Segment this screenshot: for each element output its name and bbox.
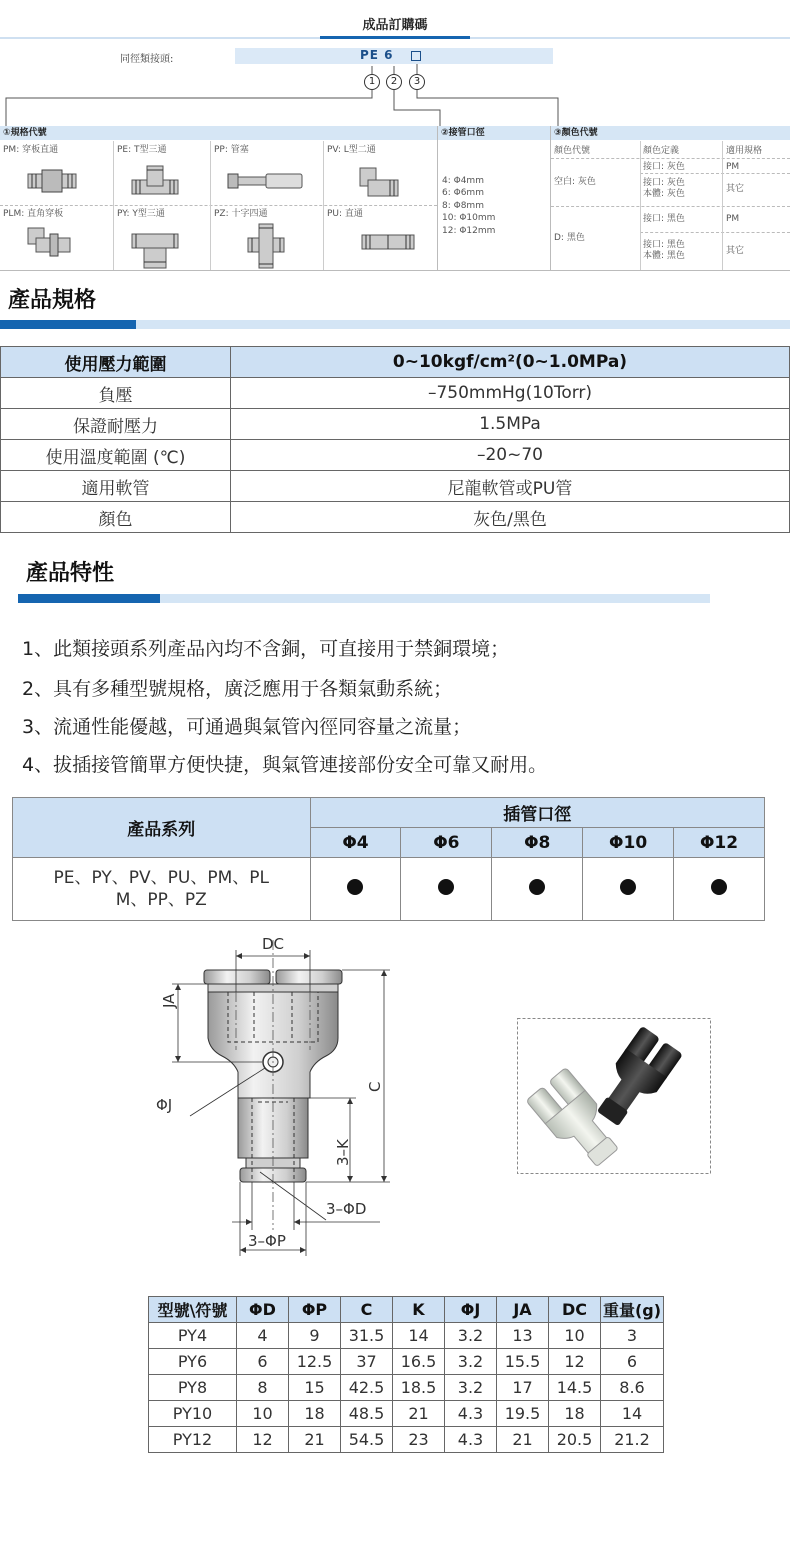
port-size-col: Φ8 [492, 828, 583, 858]
dim-cell: 19.5 [497, 1401, 549, 1427]
dim-header: JA [497, 1297, 549, 1323]
dim-cell: 6 [601, 1349, 664, 1375]
fitting-pv-icon [356, 164, 400, 200]
order-type-col-divider [210, 141, 211, 270]
py-technical-drawing [150, 930, 410, 1260]
spec-value: 尼龍軟管或PU管 [231, 471, 790, 502]
fitting-pp-icon [226, 170, 306, 192]
type-pu: PU: 直通 [327, 209, 363, 219]
size-6: 6: Φ6mm [442, 188, 484, 198]
dim-header-row [149, 1297, 664, 1323]
dim-header: ΦJ [445, 1297, 497, 1323]
color-code-d: D: 黑色 [554, 233, 585, 243]
feature-item: 3、流通性能優越，可通過與氣管內徑同容量之流量； [22, 716, 472, 738]
dim-cell: 48.5 [341, 1401, 393, 1427]
dim-cell: PY4 [149, 1323, 237, 1349]
color-spec-3: PM [726, 214, 740, 224]
size-8: 8: Φ8mm [442, 201, 484, 211]
spec-label: 顏色 [1, 502, 231, 533]
spec-value: 1.5MPa [231, 409, 790, 440]
dim-label-c: C [366, 1081, 384, 1092]
dim-cell: 54.5 [341, 1427, 393, 1453]
spec-row [1, 471, 790, 502]
dim-cell: 8 [237, 1375, 289, 1401]
dim-cell: 12 [237, 1427, 289, 1453]
dim-cell: 3.2 [445, 1349, 497, 1375]
order-col2-header: ②接管口徑 [438, 126, 550, 140]
table-row [149, 1401, 664, 1427]
spec-value: –20~70 [231, 440, 790, 471]
port-series-header: 產品系列 [13, 798, 311, 858]
table-row [149, 1323, 664, 1349]
port-available-cell [674, 858, 765, 921]
dim-cell: 14 [601, 1401, 664, 1427]
dim-cell: PY10 [149, 1401, 237, 1427]
port-series-line2: M、PP、PZ [115, 890, 207, 910]
spec-row [1, 347, 790, 378]
dim-cell: 8.6 [601, 1375, 664, 1401]
port-size-col: Φ10 [583, 828, 674, 858]
features-heading-band [160, 594, 710, 603]
dim-cell: 16.5 [393, 1349, 445, 1375]
spec-label: 負壓 [1, 378, 231, 409]
dim-cell: 21 [497, 1427, 549, 1453]
color-code-blank: 空白: 灰色 [554, 177, 596, 187]
port-available-cell [401, 858, 492, 921]
dim-cell: 42.5 [341, 1375, 393, 1401]
size-4: 4: Φ4mm [442, 176, 484, 186]
fitting-pu-icon [360, 232, 416, 252]
color-spec-2: 其它 [726, 184, 745, 194]
dim-cell: 9 [289, 1323, 341, 1349]
order-col3-header: ③顏色代號 [551, 126, 790, 140]
color-col-divider [722, 141, 723, 270]
color-header-spec: 適用規格 [726, 146, 763, 156]
size-10: 10: Φ10mm [442, 213, 496, 223]
port-size-col: Φ12 [674, 828, 765, 858]
dim-cell: 3.2 [445, 1323, 497, 1349]
port-available-cell [310, 858, 401, 921]
dim-label-phi-p: 3–ΦP [248, 1232, 286, 1250]
order-position-2: 2 [386, 74, 402, 90]
port-available-cell [492, 858, 583, 921]
fitting-py-icon [130, 230, 180, 270]
order-title-underline [320, 36, 470, 39]
order-type-row-divider [0, 205, 437, 206]
features-heading-bar [18, 594, 160, 603]
dim-cell: 14.5 [549, 1375, 601, 1401]
color-col-divider [640, 141, 641, 270]
order-divider-2 [550, 126, 551, 270]
spec-table [0, 346, 790, 533]
color-header-code: 顏色代號 [554, 146, 591, 156]
type-pm: PM: 穿板直通 [3, 145, 59, 155]
feature-item: 4、拔插接管簡單方便快捷，與氣管連接部份安全可靠又耐用。 [22, 754, 548, 776]
dim-cell: 20.5 [549, 1427, 601, 1453]
port-available-cell [583, 858, 674, 921]
dim-label-k: 3–K [334, 1139, 352, 1166]
table-row [149, 1375, 664, 1401]
spec-value: 灰色/黑色 [231, 502, 790, 533]
port-table [12, 797, 765, 921]
dim-cell: 4.3 [445, 1427, 497, 1453]
spec-value: 0~10kgf/cm²(0~1.0MPa) [231, 347, 790, 378]
dim-cell: 3 [601, 1323, 664, 1349]
color-row-divider [640, 173, 790, 174]
dim-header: ΦP [289, 1297, 341, 1323]
order-table-bottom [0, 270, 790, 271]
color-def-3: 接口: 黑色 [643, 214, 685, 224]
color-header-def: 顏色定義 [643, 146, 680, 156]
product-photo [517, 1018, 711, 1174]
dim-label-phi-j: ΦJ [156, 1096, 173, 1114]
dim-cell: 14 [393, 1323, 445, 1349]
dim-cell: 31.5 [341, 1323, 393, 1349]
dim-cell: 3.2 [445, 1375, 497, 1401]
dim-label-phi-d: 3–ΦD [326, 1200, 367, 1218]
dim-cell: 37 [341, 1349, 393, 1375]
color-def-4a: 接口: 黑色 [643, 240, 685, 250]
dim-cell: 17 [497, 1375, 549, 1401]
dim-cell: 10 [549, 1323, 601, 1349]
dim-cell: 15 [289, 1375, 341, 1401]
dim-cell: 18.5 [393, 1375, 445, 1401]
color-row-divider [640, 232, 790, 233]
order-label: 同徑類接頭: [120, 54, 174, 65]
table-row [149, 1349, 664, 1375]
spec-value: –750mmHg(10Torr) [231, 378, 790, 409]
fitting-pe-icon [130, 164, 180, 198]
spec-label: 保證耐壓力 [1, 409, 231, 440]
dim-label-ja: JA [160, 993, 178, 1008]
order-title: 成品訂購碼 [362, 18, 428, 33]
dim-header: DC [549, 1297, 601, 1323]
dim-cell: 18 [549, 1401, 601, 1427]
available-dot-icon [711, 879, 727, 895]
dim-cell: 12 [549, 1349, 601, 1375]
color-spec-4: 其它 [726, 246, 745, 256]
port-size-header: 插管口徑 [310, 798, 764, 828]
features-heading: 產品特性 [26, 561, 115, 586]
dim-label-dc: DC [262, 935, 285, 953]
available-dot-icon [347, 879, 363, 895]
dim-header: 型號\符號 [149, 1297, 237, 1323]
order-code: PE 6 [360, 48, 394, 62]
dim-cell: 4.3 [445, 1401, 497, 1427]
type-pe: PE: T型三通 [117, 145, 167, 155]
spec-row [1, 502, 790, 533]
available-dot-icon [438, 879, 454, 895]
order-position-3: 3 [409, 74, 425, 90]
type-pp: PP: 管塞 [214, 145, 249, 155]
type-pz: PZ: 十字四通 [214, 209, 268, 219]
spec-row [1, 378, 790, 409]
color-row-divider [551, 206, 790, 207]
feature-item: 2、具有多種型號規格，廣泛應用于各類氣動系統； [22, 678, 453, 700]
port-series-cell [13, 858, 311, 921]
spec-row [1, 440, 790, 471]
spec-heading-bar [0, 320, 136, 329]
dim-cell: 12.5 [289, 1349, 341, 1375]
order-connector-lines [0, 60, 790, 130]
dimension-table [148, 1296, 664, 1453]
dim-header: 重量(g) [601, 1297, 664, 1323]
dim-cell: PY12 [149, 1427, 237, 1453]
available-dot-icon [620, 879, 636, 895]
color-def-2a: 接口: 灰色 [643, 178, 685, 188]
dim-cell: 15.5 [497, 1349, 549, 1375]
dim-cell: PY6 [149, 1349, 237, 1375]
dim-cell: 4 [237, 1323, 289, 1349]
dim-cell: PY8 [149, 1375, 237, 1401]
order-type-col-divider [323, 141, 324, 270]
port-series-line1: PE、PY、PV、PU、PM、PL [53, 868, 269, 888]
color-def-2b: 本體: 灰色 [643, 189, 685, 199]
order-type-col-divider [113, 141, 114, 270]
port-size-col: Φ6 [401, 828, 492, 858]
color-spec-1: PM [726, 162, 740, 172]
dim-cell: 18 [289, 1401, 341, 1427]
dim-cell: 6 [237, 1349, 289, 1375]
type-pv: PV: L型二通 [327, 145, 376, 155]
spec-heading: 產品規格 [8, 288, 97, 313]
color-def-4b: 本體: 黑色 [643, 251, 685, 261]
dim-cell: 23 [393, 1427, 445, 1453]
dim-header: ΦD [237, 1297, 289, 1323]
dim-cell: 13 [497, 1323, 549, 1349]
color-def-1: 接口: 灰色 [643, 162, 685, 172]
order-position-1: 1 [364, 74, 380, 90]
dim-cell: 21 [289, 1427, 341, 1453]
dim-cell: 21 [393, 1401, 445, 1427]
spec-label: 使用壓力範圍 [1, 347, 231, 378]
type-plm: PLM: 直角穿板 [3, 209, 64, 219]
table-row [149, 1427, 664, 1453]
dim-cell: 21.2 [601, 1427, 664, 1453]
color-row-divider [551, 158, 790, 159]
spec-label: 使用溫度範圍 (℃) [1, 440, 231, 471]
fitting-plm-icon [26, 226, 72, 260]
fitting-pz-icon [246, 222, 286, 270]
spec-row [1, 409, 790, 440]
dim-cell: 10 [237, 1401, 289, 1427]
port-size-col: Φ4 [310, 828, 401, 858]
fitting-pm-icon [22, 168, 82, 194]
spec-heading-band [136, 320, 790, 329]
spec-label: 適用軟管 [1, 471, 231, 502]
order-col1-header: ①規格代號 [0, 126, 437, 140]
feature-item: 1、此類接頭系列產品內均不含銅，可直接用于禁銅環境； [22, 638, 510, 660]
dim-header: K [393, 1297, 445, 1323]
dim-header: C [341, 1297, 393, 1323]
size-12: 12: Φ12mm [442, 226, 496, 236]
type-py: PY: Y型三通 [117, 209, 165, 219]
available-dot-icon [529, 879, 545, 895]
order-divider-1 [437, 126, 438, 270]
